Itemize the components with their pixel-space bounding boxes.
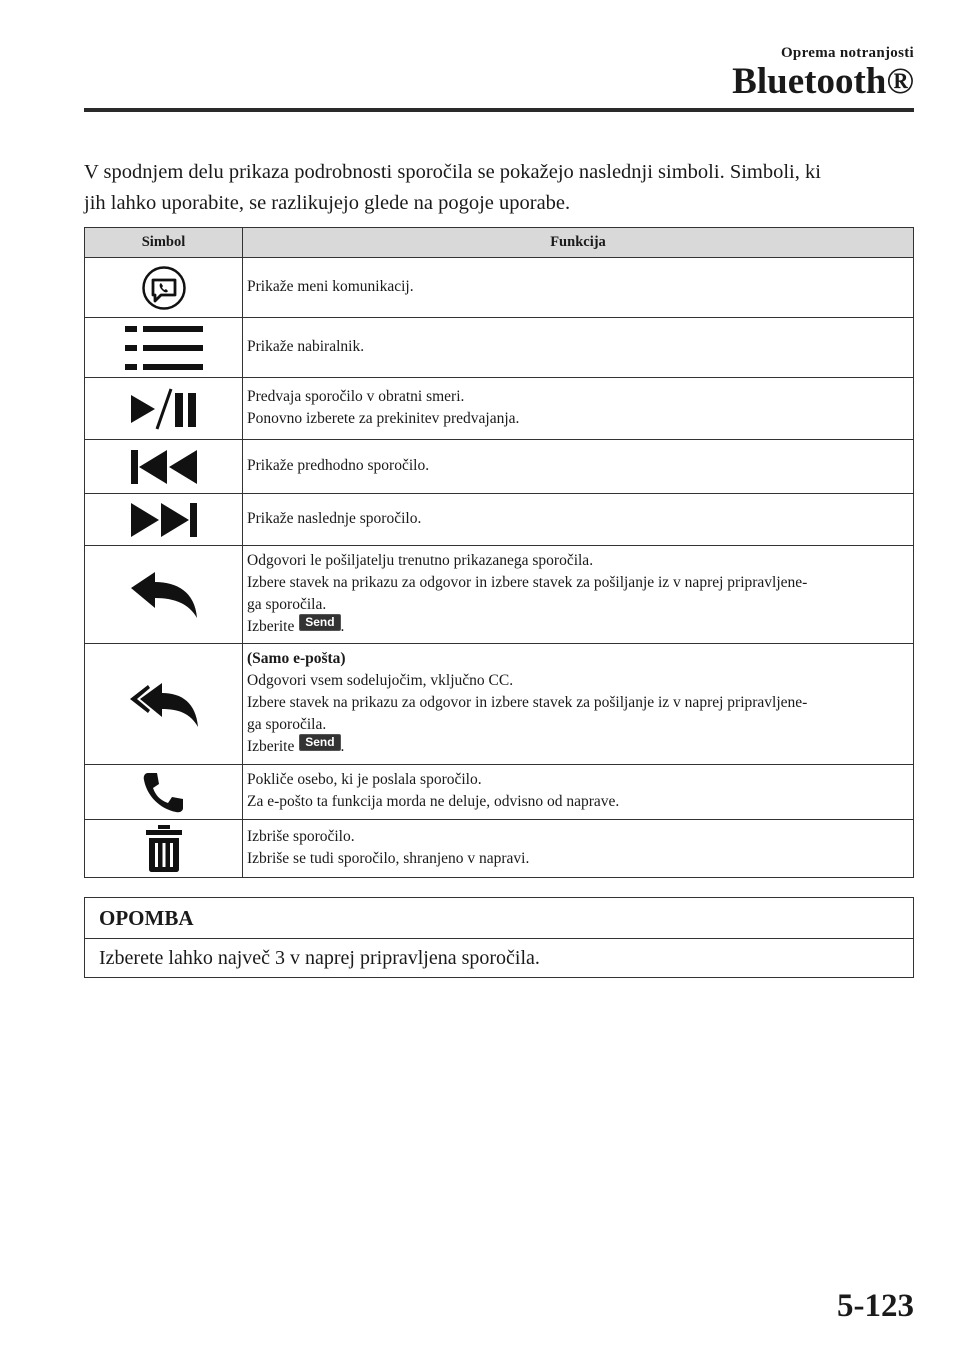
function-text: Ponovno izberete za prekinitev predvajanja. bbox=[247, 409, 520, 427]
select-suffix: . bbox=[340, 738, 345, 755]
reply-all-icon bbox=[85, 679, 242, 729]
section-label: Oprema notranjosti bbox=[780, 45, 914, 61]
function-text: Prikaže nabiralnik. bbox=[247, 337, 365, 355]
symbol-cell bbox=[85, 546, 243, 644]
function-text: Prikaže predhodno sporočilo. bbox=[247, 456, 430, 474]
play-pause-icon bbox=[85, 387, 242, 431]
function-text: Predvaja sporočilo v obratni smeri. bbox=[247, 387, 465, 405]
symbol-cell bbox=[85, 765, 243, 820]
function-heading: (Samo e-pošta) bbox=[247, 650, 346, 667]
table-row bbox=[85, 258, 914, 318]
function-cell bbox=[243, 546, 914, 644]
function-cell bbox=[243, 440, 914, 494]
function-cell bbox=[243, 318, 914, 378]
trash-icon bbox=[85, 825, 242, 873]
communication-menu-icon bbox=[85, 266, 242, 310]
function-text: Izbere stavek na prikazu za odgovor in izbere stavek za pošiljanje iz v naprej pripravljene- bbox=[247, 694, 808, 711]
select-suffix: . bbox=[340, 617, 345, 635]
select-instruction bbox=[247, 616, 907, 638]
intro-line: V spodnjem delu prikaza podrobnosti sporočila se pokažejo naslednji simboli. Simboli, ki bbox=[84, 161, 821, 183]
symbol-cell bbox=[85, 378, 243, 440]
table-row bbox=[85, 644, 914, 765]
function-cell bbox=[243, 494, 914, 546]
next-message-icon bbox=[85, 500, 242, 540]
note-title: OPOMBA bbox=[85, 898, 913, 939]
function-cell bbox=[243, 378, 914, 440]
intro-paragraph bbox=[84, 157, 914, 219]
note-box bbox=[84, 897, 914, 978]
previous-message-icon bbox=[85, 447, 242, 487]
inbox-list-icon bbox=[85, 325, 242, 371]
symbol-cell bbox=[85, 258, 243, 318]
function-text: Odgovori vsem sodelujočim, vključno CC. bbox=[247, 672, 514, 689]
send-button: Send bbox=[299, 734, 340, 751]
function-text: Prikaže naslednje sporočilo. bbox=[247, 509, 422, 527]
table-row bbox=[85, 765, 914, 820]
function-cell bbox=[243, 765, 914, 820]
function-text: ga sporočila. bbox=[247, 716, 327, 733]
function-cell bbox=[243, 820, 914, 878]
symbol-cell bbox=[85, 318, 243, 378]
intro-line: jih lahko uporabite, se razlikujejo glede na pogoje uporabe. bbox=[84, 192, 571, 214]
select-instruction bbox=[247, 736, 907, 758]
function-text: ga sporočila. bbox=[247, 595, 327, 613]
header-rule bbox=[84, 108, 914, 112]
function-text: Za e-pošto ta funkcija morda ne deluje, odvisno od naprave. bbox=[247, 793, 620, 810]
note-text: Izberete lahko največ 3 v naprej pripravljena sporočila. bbox=[99, 947, 540, 969]
page-number: 5-123 bbox=[837, 1288, 914, 1324]
symbol-cell bbox=[85, 494, 243, 546]
send-button: Send bbox=[299, 614, 340, 631]
symbol-cell bbox=[85, 820, 243, 878]
function-text: Odgovori le pošiljatelju trenutno prikazanega sporočila. bbox=[247, 551, 594, 569]
function-text: Izbriše sporočilo. bbox=[247, 827, 355, 845]
reply-icon bbox=[85, 570, 242, 620]
table-row bbox=[85, 546, 914, 644]
function-text: Izbriše se tudi sporočilo, shranjeno v napravi. bbox=[247, 849, 530, 867]
table-row bbox=[85, 440, 914, 494]
function-text: Prikaže meni komunikacij. bbox=[247, 277, 414, 295]
table-row bbox=[85, 494, 914, 546]
symbol-table bbox=[84, 227, 914, 878]
page-title: Bluetooth® bbox=[732, 61, 914, 102]
symbol-cell bbox=[85, 440, 243, 494]
phone-call-icon bbox=[85, 770, 242, 814]
column-header-function: Funkcija bbox=[243, 228, 914, 258]
function-text: Pokliče osebo, ki je poslala sporočilo. bbox=[247, 771, 482, 788]
table-header-row bbox=[85, 228, 914, 258]
table-row bbox=[85, 820, 914, 878]
column-header-symbol: Simbol bbox=[85, 228, 243, 258]
table-row bbox=[85, 378, 914, 440]
function-cell bbox=[243, 258, 914, 318]
function-cell bbox=[243, 644, 914, 765]
function-text: Izbere stavek na prikazu za odgovor in izbere stavek za pošiljanje iz v naprej pripravljene- bbox=[247, 573, 808, 591]
symbol-cell bbox=[85, 644, 243, 765]
select-prefix: Izberite bbox=[247, 617, 295, 635]
select-prefix: Izberite bbox=[247, 738, 295, 755]
table-row bbox=[85, 318, 914, 378]
